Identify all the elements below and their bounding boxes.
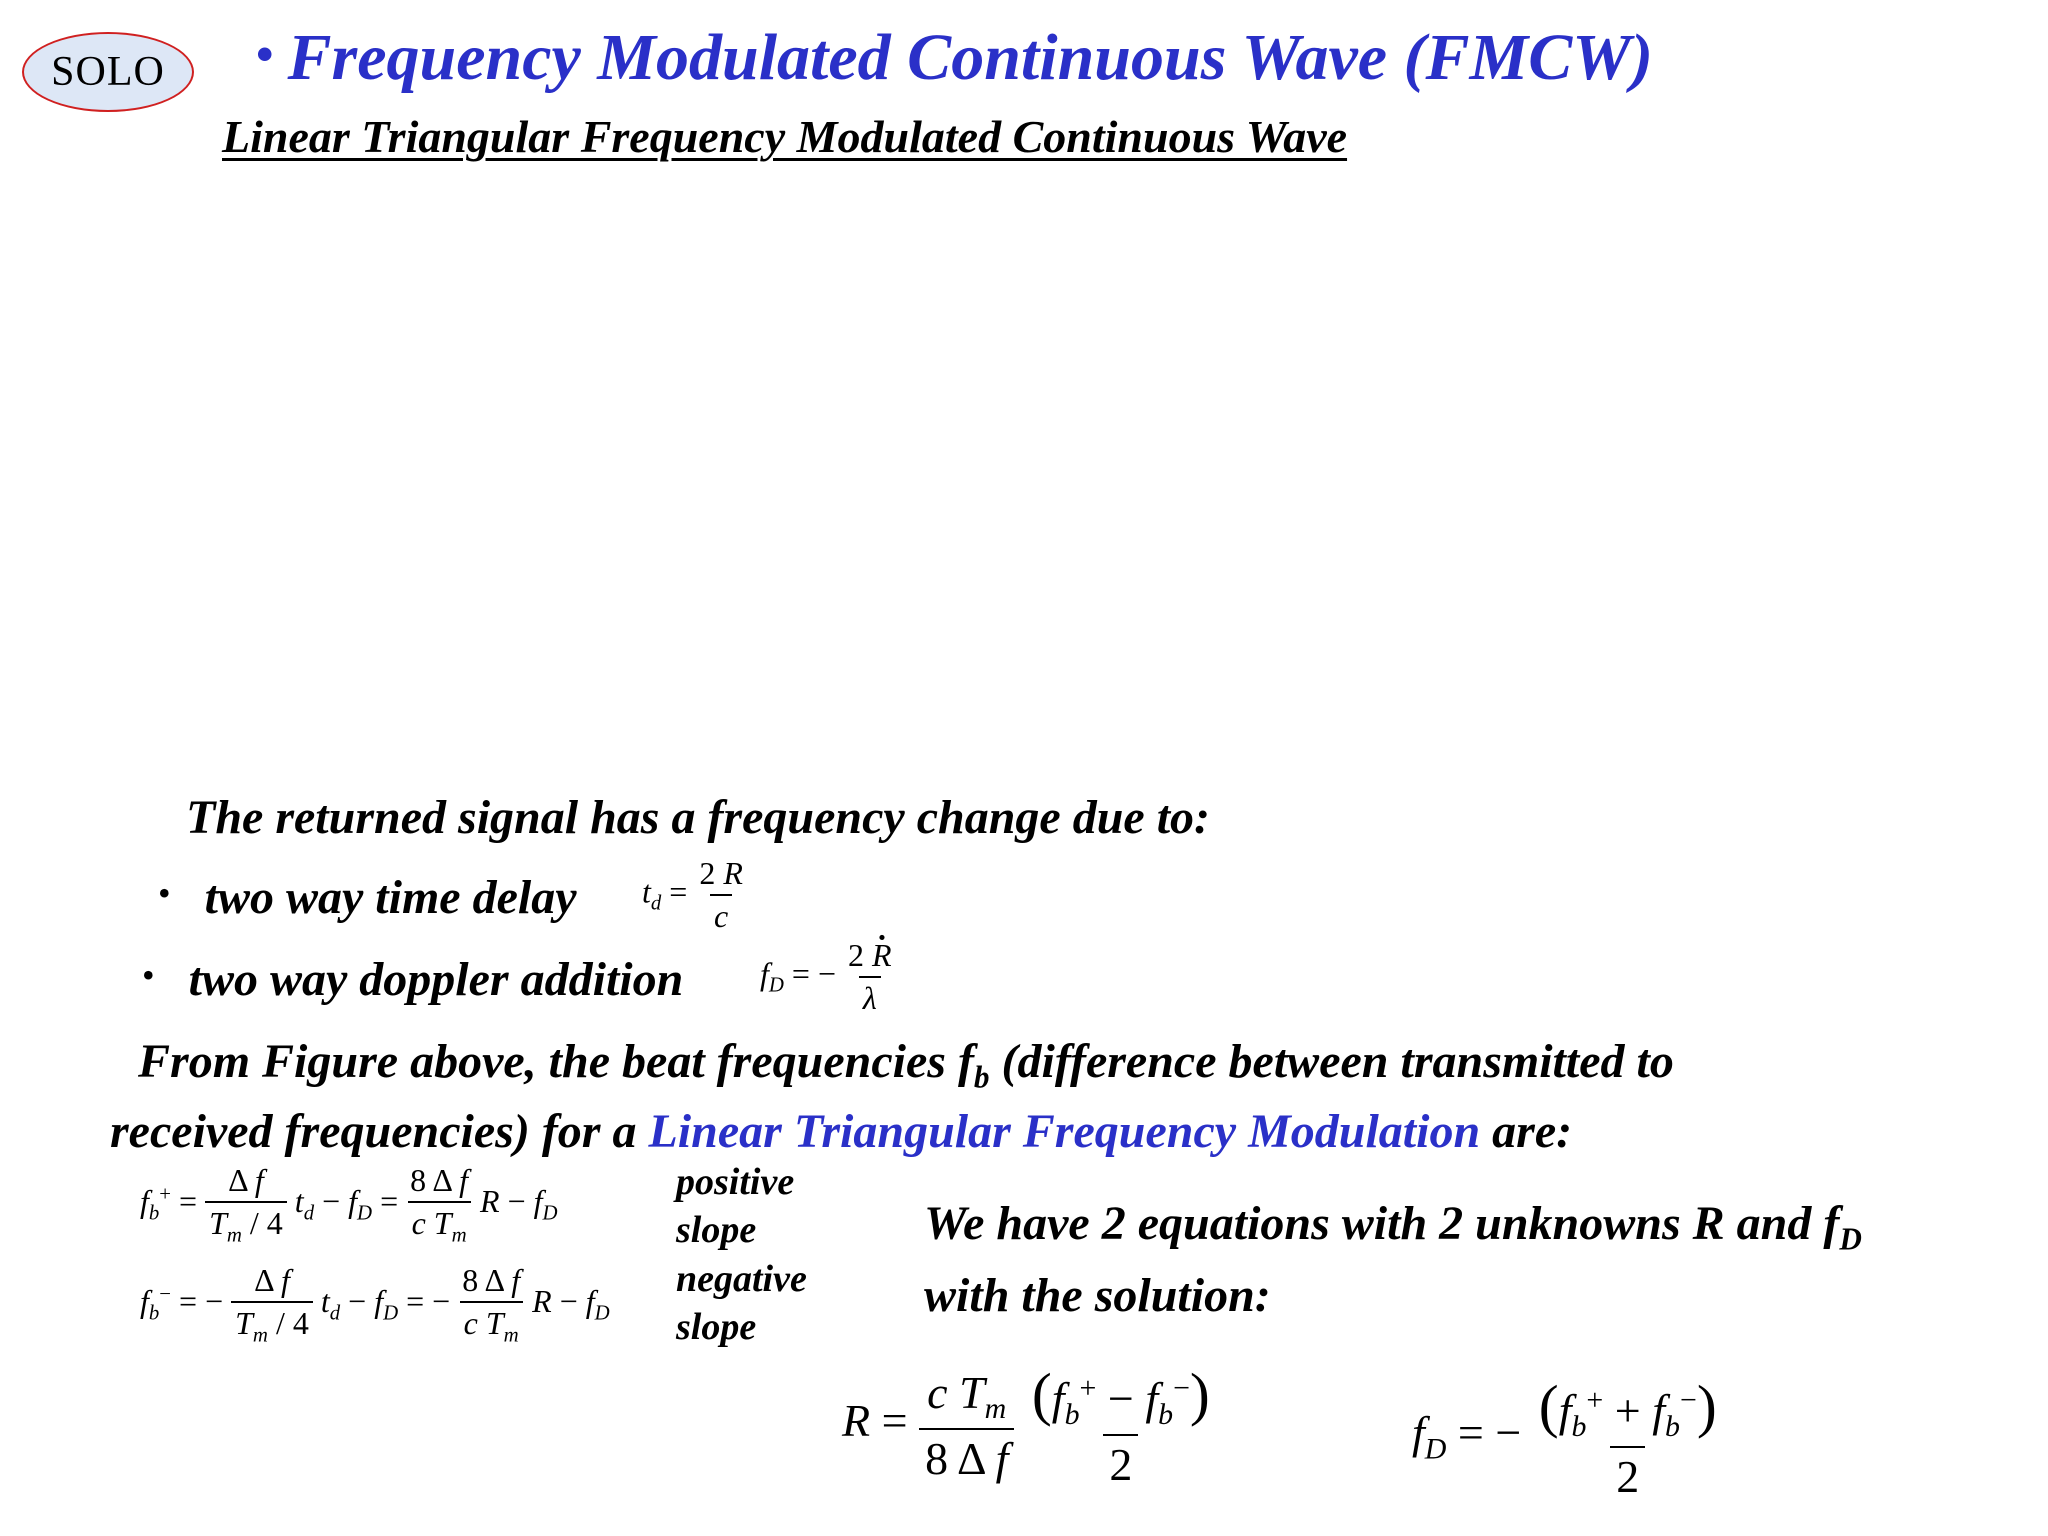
bullet-text: two way time delay xyxy=(204,871,577,924)
sentence-part: (difference between transmitted to xyxy=(989,1035,1674,1088)
range-solution-equation: R = $\frac{c T_m}{\text{8 Δ f}}$ $\frac{(f_b^+ - f_b^-)}{2}$ xyxy=(842,1361,1210,1491)
bullet-item-time-delay xyxy=(158,870,577,925)
sentence-part: From Figure above, the beat frequencies xyxy=(138,1035,958,1088)
positive-label: positive xyxy=(676,1161,795,1203)
logo-text: SOLO xyxy=(51,49,165,95)
beat-frequency-sentence-line-1 xyxy=(138,1034,1674,1096)
fb-symbol: f xyxy=(957,1035,974,1088)
modulation-highlight: Linear Triangular Frequency Modulation xyxy=(648,1105,1481,1158)
doppler-equation: $f_D$ = − $\frac{2 R \cdot}{\lambda}$ xyxy=(760,937,896,1017)
title-bullet-icon: • xyxy=(256,26,274,82)
slide-title xyxy=(256,20,1653,96)
time-delay-equation: $t_d$ = $\frac{2 R}{c}$ xyxy=(642,855,743,934)
bullet-text: two way doppler addition xyxy=(188,953,684,1006)
bullet-icon: • xyxy=(142,955,155,995)
solution-statement: with the solution: xyxy=(924,1269,1271,1322)
beat-frequency-positive-slope-equation: $f_b^+$ = $\frac{\text{Δ f}}{T_m / 4}$ $t_d - f_D$ = $\frac{\text{8 Δ f}}{c T_m}$ $R - f_D$ xyxy=(140,1162,558,1247)
solo-logo xyxy=(22,32,194,112)
title-text: Frequency Modulated Continuous Wave (FMCW) xyxy=(287,21,1653,94)
fb-subscript: b xyxy=(973,1059,990,1095)
sentence-part: are: xyxy=(1480,1105,1573,1158)
sentence-part: received frequencies) for a xyxy=(110,1105,649,1158)
doppler-solution-equation: $f_D$ = − $\frac{(f_b^+ + f_b^-)}{2}$ xyxy=(1412,1373,1717,1503)
slide-subtitle: Linear Triangular Frequency Modulated Continuous Wave xyxy=(222,111,1348,162)
statement-text: We have 2 equations with 2 unknowns R and f xyxy=(924,1197,1840,1250)
beat-frequency-negative-slope-equation: $f_b^-$ = − $\frac{\text{Δ f}}{T_m / 4}$ $t_d - f_D$ = − $\frac{\text{8 Δ f}}{c T_m}$ $R - f_D$ xyxy=(140,1262,610,1347)
negative-slope-label: slope xyxy=(676,1306,757,1348)
intro-text: The returned signal has a frequency change due to: xyxy=(186,791,1211,844)
statement-subscript: D xyxy=(1839,1221,1862,1257)
equations-statement xyxy=(924,1196,1862,1258)
negative-label: negative xyxy=(676,1258,807,1300)
positive-slope-label: slope xyxy=(676,1209,757,1251)
bullet-icon: • xyxy=(158,873,171,913)
beat-frequency-sentence-line-2 xyxy=(110,1104,1572,1159)
bullet-item-doppler xyxy=(142,952,683,1007)
